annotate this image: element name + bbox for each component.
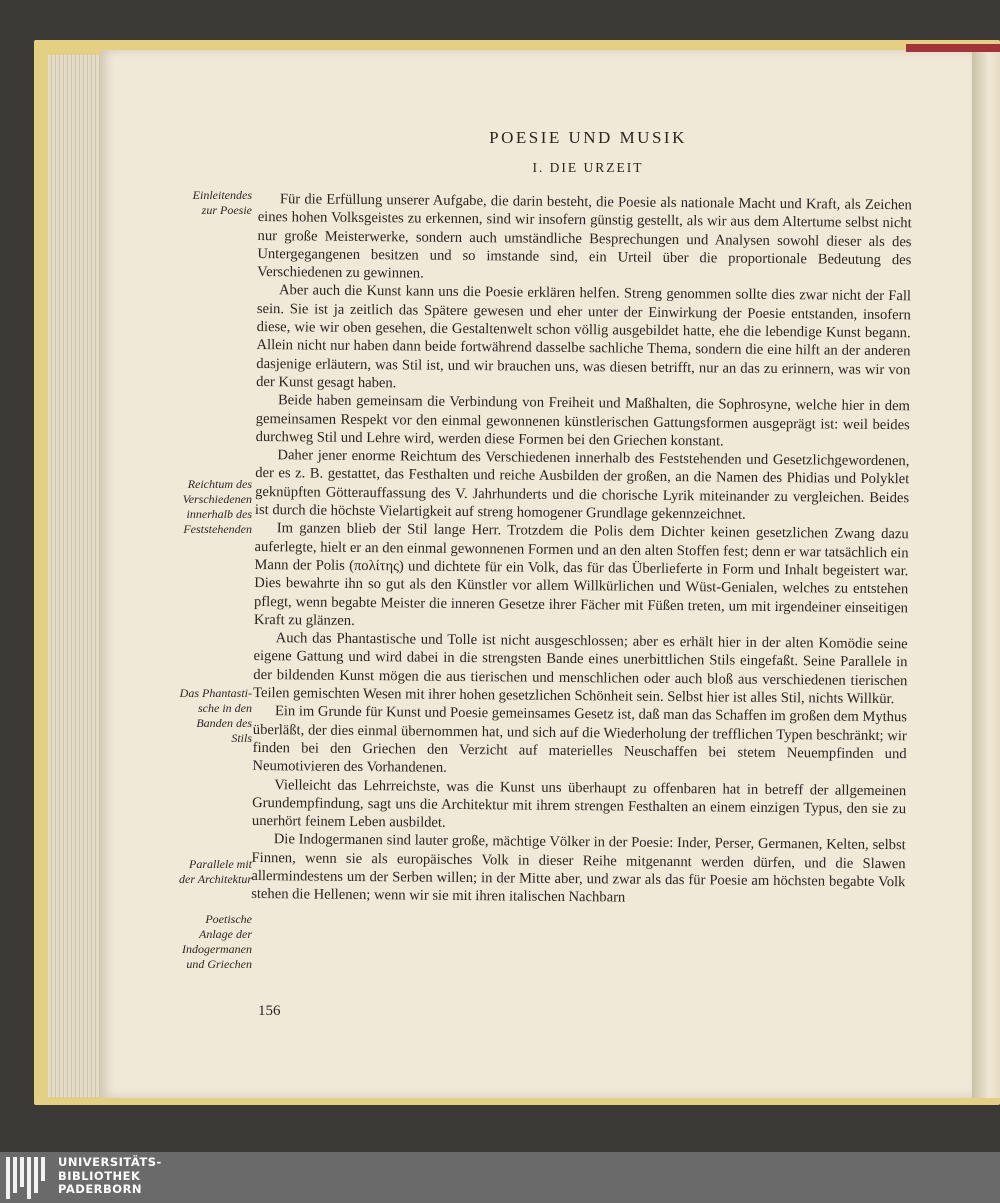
library-name — [58, 1156, 162, 1197]
library-name-line: UNIVERSITÄTS- — [58, 1155, 162, 1169]
paragraph: Auch das Phantastische und Tolle ist nicht ausgeschlossen; aber es erhält hier in der alten Komödie seine eigene Gattung und wird dabei in die strengsten Bande eines unerbittlichen Stils eingefaßt. Seine Parallele in der bildenden Kunst mögen die aus tierischen und menschlichen oder auch bloß aus verschiedenen tierischen Teilen gemischten Wesen mit ihrer hohen gesetzlichen Schönheit sein. Selbst hier ist alles Stil, nichts Willkür. — [253, 630, 908, 708]
facing-page-edge — [972, 50, 1000, 1098]
library-name-line: PADERBORN — [58, 1182, 143, 1196]
margin-note-architektur: Parallele mit der Architektur — [179, 857, 252, 886]
body-text — [251, 190, 912, 910]
margin-note-reichtum: Reichtum des Verschiedenen innerhalb des Feststehenden — [182, 477, 252, 536]
library-name-line: BIBLIOTHEK — [58, 1168, 141, 1183]
bookmark-ribbon — [906, 44, 1000, 52]
paragraph: Aber auch die Kunst kann uns die Poesie erklären helfen. Streng genommen sollte dies zwar nicht der Fall sein. Sie ist ja zeitlich das Spätere gewesen und eher unter der Einwirkung der Poesie entstanden, insofern diese, wie wir oben gesehen, die Gestaltenwelt schon völlig ausgebildet hatte, ehe die lebendige Kunst begann. Allein nicht nur haben dann beide fortwährend dasselbe sachliche Thema, sondern die eine hilft an der anderen dasjenige erläutern, was Stil ist, und wir brauchen uns, was diesen betrifft, nur an das zu erinnern, was wir von der Kunst gesagt haben. — [256, 282, 912, 392]
running-header: POESIE UND MUSIK — [489, 128, 687, 147]
page-number: 156 — [258, 1003, 281, 1019]
paragraph: Daher jener enorme Reichtum des Verschiedenen innerhalb des Feststehenden und Gesetzlichgewordenen, der es z. B. gestattet, das Festhalten und reiche Ausbilden der großen, an die Namen des Phidias und Polyklet geknüpften Götterauffassung des V. Jahrhunderts und die chorische Lyrik miteinander zu vergleichen. Beides ist durch die höchste Vielartigkeit auf streng homogener Grundlage gekennzeichnet. — [254, 447, 910, 523]
margin-note-indogermanen: Poetische Anlage der Indogermanen und Griechen — [182, 912, 252, 971]
paragraph: Vielleicht das Lehrreichste, was die Kunst uns überhaupt zu offenbaren hat in betreff der allgemeinen Grundempfindung, sagt uns die Architektur mit ihrem strengen Festhalten an einem einzigen Typus, den sie zu unerhört feinem Leben ausbildet. — [251, 776, 907, 831]
paragraph: Beide haben gemeinsam die Verbindung von Freiheit und Maßhalten, die Sophrosyne, welche hier in dem gemeinsamen Respekt vor den einmal gewonnenen künstlerischen Gattungsformen ausgeprägt ist: weil beides durchweg Stil und Lehre wird, werden diese Formen bei den Griechen konstant. — [255, 392, 911, 450]
section-title: I. DIE URZEIT — [532, 160, 644, 175]
library-footer — [0, 1152, 1000, 1203]
paragraph: Ein im Grunde für Kunst und Poesie gemeinsames Gesetz ist, daß man das Schaffen im großen dem Mythus überläßt, der dies einmal übernommen hat, und sich auf die Wiederholung der trefflichen Typen beschränkt; wir finden bei den Griechen den Verzicht auf materielles Neuschaffen bei stetem Neuempfinden und Neumotivieren des Vorhandenen. — [252, 703, 908, 777]
margin-note-intro: Einleitendes zur Poesie — [192, 188, 252, 217]
paragraph: Die Indogermanen sind lauter große, mächtige Völker in der Poesie: Inder, Perser, Germanen, Kelten, selbst Finnen, wenn sie als europäisches Volk in dieser Reihe mitgenannt werden dürfen, und die Slawen allermindestens um der Serben willen; in der Mitte aber, und zwar als das für Poesie am höchsten begabte Volk stehen die Hellenen; wenn wir sie mit ihren italischen Nachbarn — [251, 831, 906, 906]
paragraph: Für die Erfüllung unserer Aufgabe, die darin besteht, die Poesie als nationale Macht und Kraft, als Zeichen eines hohen Volksgeistes zu erkennen, sind wir insofern günstig gestellt, als wir aus dem Altertume selbst nicht nur große Meisterwerke, sondern auch umständliche Besprechungen und Analysen sowohl dieser als des Untergegangenen besitzen und so imstande sind, ein Urteil über die proportionale Bedeutung des Verschiedenen zu gewinnen. — [257, 191, 912, 282]
library-logo-icon — [6, 1157, 50, 1199]
margin-note-phantastisch: Das Phantasti- sche in den Banden des Stils — [179, 686, 252, 745]
paragraph: Im ganzen blieb der Stil lange Herr. Trotzdem die Polis dem Dichter keinen gesetzlichen Zwang dazu auferlegte, hielt er an den einmal gewonnenen Formen und an den alten Stoffen fest; denn er war tatsächlich ein Mann der Polis (πολίτης) und dichtete für ein Volk, das für das Überlieferte in Form und Inhalt begeistert war. Dies bewahrte ihn so gut als den Künstler vor allem Willkürlichen und Wüst-Genialen, welches zu entstehen pflegt, wenn begabte Meister die inneren Gesetze ihrer Fächer mit Füßen treten, um mit irgendeiner einseitigen Kraft zu glänzen. — [253, 520, 909, 629]
